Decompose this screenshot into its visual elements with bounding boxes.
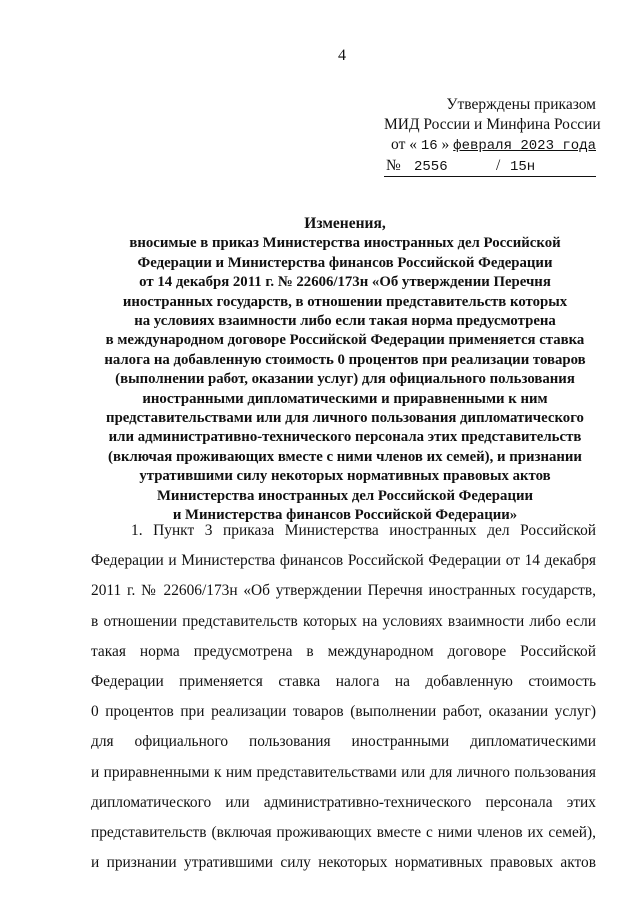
order-number-2: 15н <box>510 159 536 175</box>
title-line: и Министерства финансов Российской Федерации» <box>172 507 518 524</box>
document-title <box>80 214 610 526</box>
body-line: 2011 г. № 22606/173н «Об утверждении Перечня иностранных государств, <box>91 582 596 600</box>
approval-line-1: Утверждены приказом <box>446 96 596 113</box>
title-line: иностранных государств, в отношении представительств которых <box>122 293 568 310</box>
title-line: вносимые в приказ Министерства иностранных дел Российской <box>129 235 561 252</box>
title-line: на условиях взаимности либо если такая норма предусмотрена <box>134 313 556 330</box>
title-line: Министерства иностранных дел Российской Федерации <box>156 487 534 504</box>
body-line: для официального пользования иностранными дипломатическими <box>91 733 596 751</box>
body-line: представительств (включая проживающих вместе с ними членов их семей), <box>91 823 596 841</box>
approval-stamp <box>384 95 624 177</box>
body-line: в отношении представительств которых на условиях взаимности либо если <box>91 612 596 630</box>
order-number-1: 2556 <box>414 159 448 175</box>
body-line: Федерации применяется ставка налога на добавленную стоимость <box>91 672 596 690</box>
body-line: Федерации и Министерства финансов Российской Федерации от 14 декабря <box>91 552 596 570</box>
date-day: 16 <box>420 138 438 154</box>
title-line: налога на добавленную стоимость 0 процентов при реализации товаров <box>104 351 586 368</box>
date-month-year: февраля 2023 года <box>453 138 596 154</box>
body-line: 1. Пункт 3 приказа Министерства иностранных дел Российской <box>131 522 596 539</box>
title-heading: Изменения, <box>304 215 386 232</box>
title-line: (выполнении работ, оказании услуг) для официального пользования <box>115 371 575 388</box>
title-line: или административно-технического персонала этих представительств <box>108 429 582 446</box>
title-line: в международном договоре Российской Федерации применяется ставка <box>105 332 585 349</box>
date-prefix: от « <box>391 136 417 153</box>
title-line: представительствами или для личного пользования дипломатического <box>106 410 584 427</box>
approval-number-line <box>384 156 596 177</box>
body-paragraph <box>91 516 596 878</box>
body-line: и признании утратившими силу некоторых нормативных правовых актов <box>91 854 596 872</box>
page-number: 4 <box>338 47 346 64</box>
title-line: (включая проживающих вместе с ними членов их семей), и признании <box>108 448 582 465</box>
date-mid: » <box>441 136 450 153</box>
title-line: иностранными дипломатическими и приравненными к ним <box>142 390 548 407</box>
body-line: и приравненными к ним представительствами или для личного пользования <box>91 763 596 781</box>
approval-date-line <box>384 135 596 156</box>
number-slash: / <box>496 157 501 174</box>
body-line: такая норма предусмотрена в международном договоре Российской <box>91 642 596 660</box>
number-sign: № <box>386 157 401 174</box>
title-line: утратившими силу некоторых нормативных правовых актов <box>139 468 551 485</box>
body-line: 0 процентов при реализации товаров (выполнении работ, оказании услуг) <box>91 703 596 721</box>
approval-line-2: МИД России и Минфина России <box>384 116 601 133</box>
title-line: от 14 декабря 2011 г. № 22606/173н «Об утверждении Перечня <box>139 274 551 291</box>
body-line: дипломатического или административно-технического персонала этих <box>91 793 596 811</box>
title-line: Федерации и Министерства финансов Российской Федерации <box>137 254 553 271</box>
